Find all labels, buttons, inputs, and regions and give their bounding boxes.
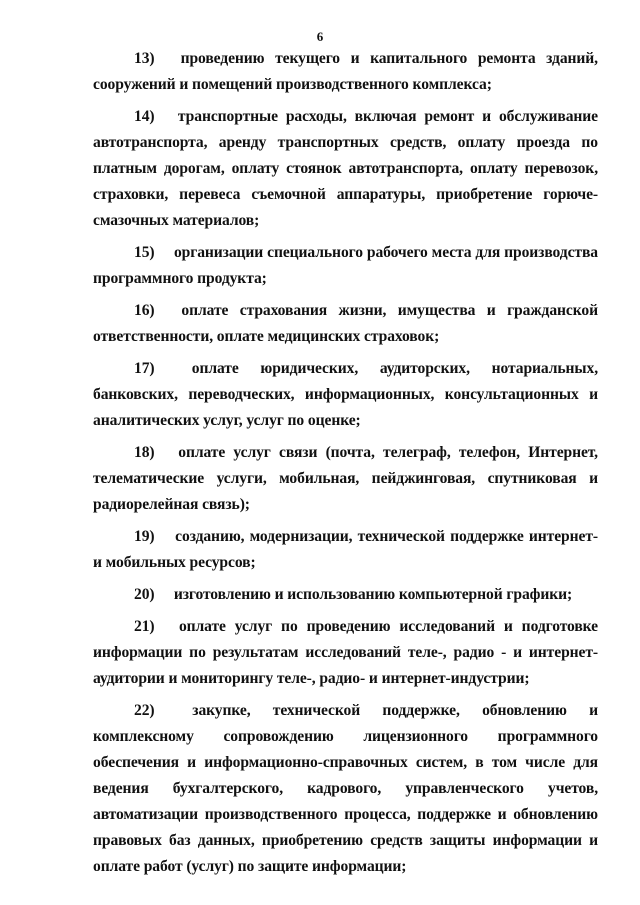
list-item-number: 17): [134, 360, 155, 377]
list-item-number: 16): [134, 302, 155, 319]
list-item-text: оплате услуг связи (почта, телеграф, телефон, Интернет, телематические услуги, мобильная, пейджинговая, спутниковая и радиорелейная связь);: [93, 444, 598, 513]
list-item: [93, 440, 598, 518]
list-item: [93, 298, 598, 350]
list-item-text: оплате страхования жизни, имущества и гражданской ответственности, оплате медицинских страховок;: [93, 302, 598, 345]
list-item-text: созданию, модернизации, технической поддержке интернет- и мобильных ресурсов;: [93, 528, 598, 571]
list-item-text: изготовлению и использованию компьютерной графики;: [173, 586, 573, 603]
list-item-number: 22): [134, 702, 155, 719]
list-item-number: 14): [134, 108, 155, 125]
list-item: [93, 614, 598, 692]
list-item-text: транспортные расходы, включая ремонт и обслуживание автотранспорта, аренду транспортных средств, оплату проезда по платным дорогам, оплату стоянок автотранспорта, оплату перевозок, страховки, перевеса съемочной аппаратуры, приобретение горюче-смазочных материалов;: [93, 108, 598, 229]
list-item-number: 13): [134, 50, 155, 67]
list-item: [93, 524, 598, 576]
list-item-number: 19): [134, 528, 155, 545]
list-item-text: организации специального рабочего места для производства программного продукта;: [93, 244, 598, 287]
list-item: [93, 104, 598, 234]
list-item-text: оплате услуг по проведению исследований и подготовке информации по результатам исследований теле-, радио - и интернет-аудитории и мониторингу теле-, радио- и интернет-индустрии;: [93, 618, 598, 687]
list-item-text: закупке, технической поддержке, обновлению и комплексному сопровождению лицензионного программного обеспечения и информационно-справочных систем, в том числе для ведения бухгалтерского, кадрового, управленческого учетов, автоматизации производственного процесса, поддержке и обновлению правовых баз данных, приобретению средств защиты информации и оплате работ (услуг) по защите информации;: [93, 702, 598, 875]
list-item-text: оплате юридических, аудиторских, нотариальных, банковских, переводческих, информационных, консультационных и аналитических услуг, услуг по оценке;: [93, 360, 598, 429]
list-item-number: 20): [134, 586, 155, 603]
list-item: [93, 46, 598, 98]
list-item-number: 18): [134, 444, 155, 461]
page-number: 6: [316, 29, 324, 44]
list-item: [93, 240, 598, 292]
list-item: [93, 356, 598, 434]
list-item-number: 21): [134, 618, 155, 635]
list-item: [93, 698, 598, 880]
document-body: [93, 46, 598, 880]
list-item-number: 15): [134, 244, 155, 261]
list-item: [93, 582, 598, 608]
list-item-text: проведению текущего и капитального ремонта зданий, сооружений и помещений производственного комплекса;: [93, 50, 598, 93]
